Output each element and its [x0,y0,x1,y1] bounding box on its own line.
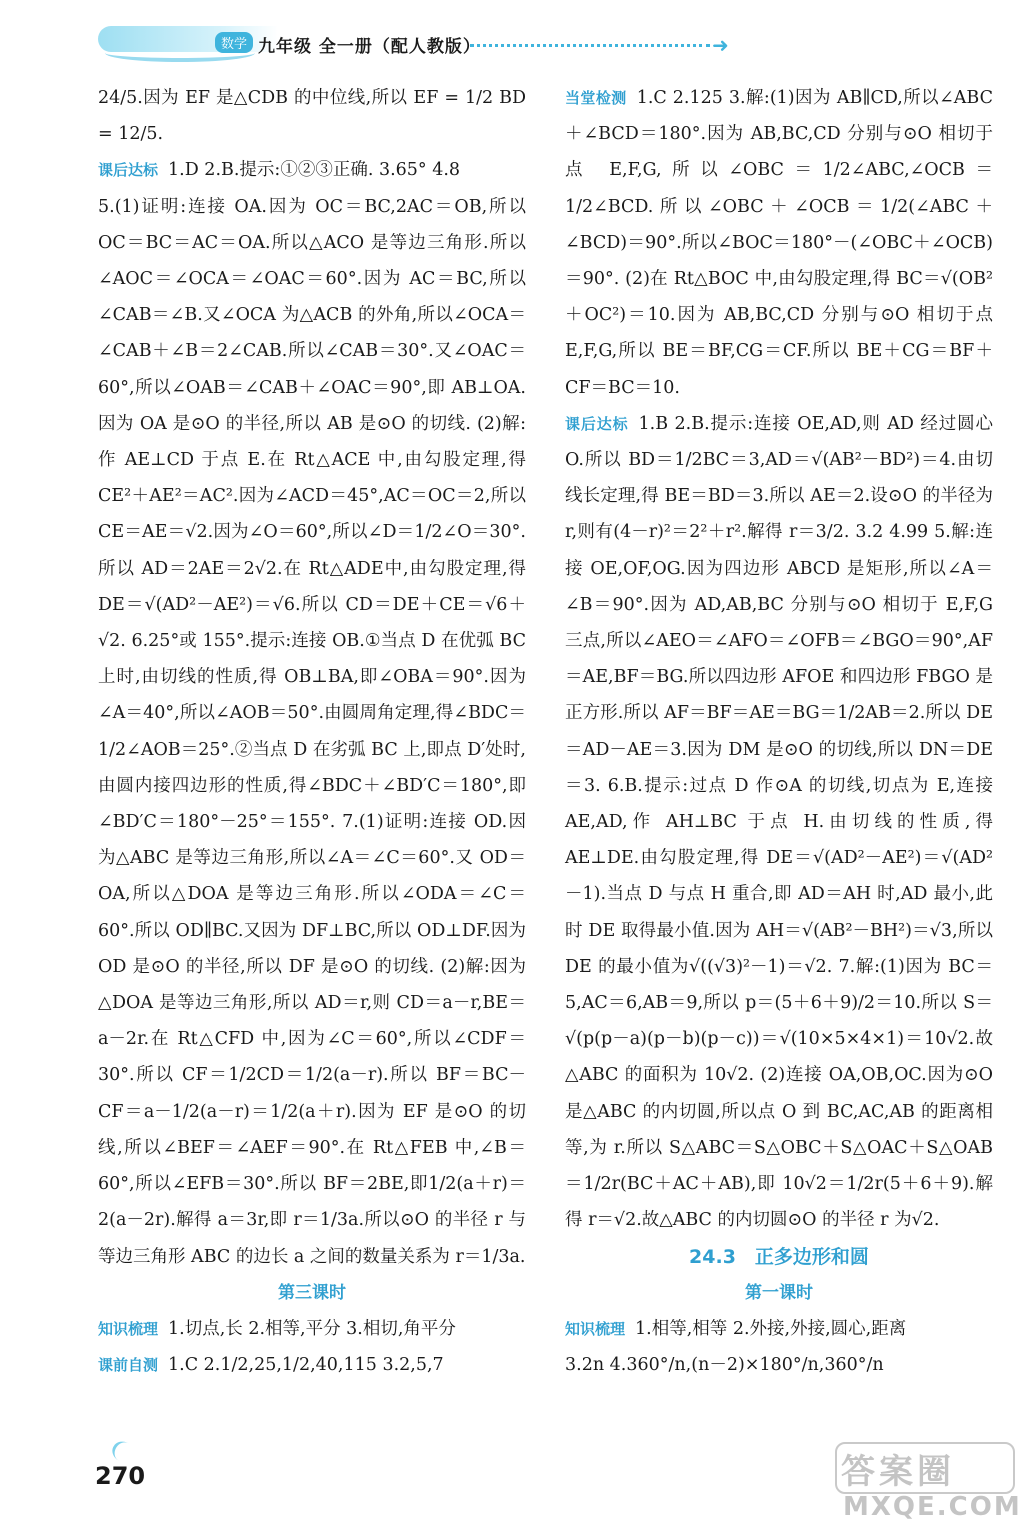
section-heading: 第一课时 [745,1282,813,1303]
watermark-url: MXQE.COM [843,1492,1022,1522]
page-footer [0,1440,1029,1536]
watermark-text: 答案圈 [841,1452,955,1492]
page-number: 270 [95,1462,146,1490]
answer-text: 1.D 2.B.提示:①②③正确. 3.65° 4.8 [168,160,461,181]
answer-text: 3.2n 4.360°/n,(n－2)×180°/n,360°/n [565,1355,884,1376]
answer-paragraph [565,80,993,406]
section-label: 课前自测 [98,1356,159,1375]
book-title: 九年级 全一册（配人教版） [258,37,481,57]
answer-text: 1.相等,相等 2.外接,外接,圆心,距离 [635,1318,907,1339]
answer-paragraph [98,80,526,152]
answer-paragraph [565,1311,993,1347]
answer-text: 1.C 2.125 3.解:(1)因为 AB∥CD,所以∠ABC＋∠BCD＝180°.因为 AB,BC,CD 分别与⊙O 相切于点 E,F,G,所以∠OBC＝1/2∠ABC,∠OCB＝1/2∠BCD.所以∠OBC＋∠OCB＝1/2(∠ABC＋∠BCD)＝90°.所以∠BOC＝180°－(∠OBC＋∠OCB)＝90°. (2)在 Rt△BOC 中,由勾股定理,得 BC＝√(OB²＋OC²)＝10.因为 AB,BC,CD 分别与⊙O 相切于点 E,F,G,所以 BE＝BF,CG＝CF.所以 BE＋CG＝BF＋CF＝BC＝10. [565,88,993,398]
right-column [565,80,993,1383]
answer-paragraph [565,406,993,1239]
answer-paragraph [565,1347,993,1383]
section-heading: 第三课时 [278,1282,346,1303]
arrow-right-icon: ➜ [712,33,729,57]
section-label: 当堂检测 [565,89,627,107]
section-label: 课后达标 [98,161,159,180]
answer-text: 1.切点,长 2.相等,平分 3.相切,角平分 [168,1318,456,1339]
section-label: 课后达标 [565,414,629,433]
answer-text: 24/5.因为 EF 是△CDB 的中位线,所以 EF = 1/2 BD = 12/5. [98,88,526,145]
section-label: 知识梳理 [565,1319,626,1338]
answer-text: 5.(1)证明:连接 OA.因为 OC＝BC,2AC＝OB,所以 OC＝BC＝AC＝OA.所以△ACO 是等边三角形.所以∠AOC＝∠OCA＝∠OAC＝60°.因为 AC＝BC,所以∠CAB＝∠B.又∠OCA 为△ACB 的外角,所以∠OCA＝∠CAB＋∠B＝2∠CAB.所以∠CAB＝30°.又∠OAC＝60°,所以∠OAB＝∠CAB＋∠OAC＝90°,即 AB⊥OA.因为 OA 是⊙O 的半径,所以 AB 是⊙O 的切线. (2)解:作 AE⊥CD 于点 E.在 Rt△ACE 中,由勾股定理,得 CE²＋AE²＝AC².因为∠ACD＝45°,AC＝OC＝2,所以 CE＝AE＝√2.因为∠O＝60°,所以∠D＝1/2∠O＝30°.所以 AD＝2AE＝2√2.在 Rt△ADE中,由勾股定理,得 DE＝√(AD²－AE²)＝√6.所以 CD＝DE＋CE＝√6＋√2. 6.25°或 155°.提示:连接 OB.①当点 D 在优弧 BC 上时,由切线的性质,得 OB⊥BA,即∠OBA＝90°.因为∠A＝40°,所以∠AOB＝50°.由圆周角定理,得∠BDC＝1/2∠AOB＝25°.②当点 D 在劣弧 BC 上,即点 D′处时,由圆内接四边形的性质,得∠BDC＋∠BD′C＝180°,即∠BD′C＝180°－25°＝155°. 7.(1)证明:连接 OD.因为△ABC 是等边三角形,所以∠A＝∠C＝60°.又 OD＝OA,所以△DOA 是等边三角形.所以∠ODA＝∠C＝60°.所以 OD∥BC.又因为 DF⊥BC,所以 OD⊥DF.因为 OD 是⊙O 的半径,所以 DF 是⊙O 的切线. (2)解:因为△DOA 是等边三角形,所以 AD＝r,则 CD＝a－r,BE＝a－2r.在 Rt△CFD 中,因为∠C＝60°,所以∠CDF＝30°.所以 CF＝1/2CD＝1/2(a－r).所以 BF＝BC－CF＝a－1/2(a－r)＝1/2(a＋r).因为 EF 是⊙O 的切线,所以∠BEF＝∠AEF＝90°.在 Rt△FEB 中,∠B＝60°,所以∠EFB＝30°.所以 BF＝2BE,即1/2(a＋r)＝2(a－2r).解得 a＝3r,即 r＝1/3a.所以⊙O 的半径 r 与等边三角形 ABC 的边长 a 之间的数量关系为 r＝1/3a. [98,196,526,1267]
answer-paragraph [98,1347,526,1383]
answer-text: 1.B 2.B.提示:连接 OE,AD,则 AD 经过圆心 O.所以 BD＝1/2BC＝3,AD＝√(AB²－BD²)＝4.由切线长定理,得 BE＝BD＝3.所以 AE＝2.设⊙O 的半径为 r,则有(4－r)²＝2²＋r².解得 r＝3/2. 3.2 4.99 5.解:连接 OE,OF,OG.因为四边形 ABCD 是矩形,所以∠A＝∠B＝90°.因为 AD,AB,BC 分别与⊙O 相切于 E,F,G 三点,所以∠AEO＝∠AFO＝∠OFB＝∠BGO＝90°,AF＝AE,BF＝BG.所以四边形 AFOE 和四边形 FBGO 是正方形.所以 AF＝BF＝AE＝BG＝1/2AB＝2.所以 DE＝AD－AE＝3.因为 DM 是⊙O 的切线,所以 DN＝DE＝3. 6.B.提示:过点 D 作⊙A 的切线,切点为 E,连接 AE,AD,作 AH⊥BC 于点 H.由切线的性质,得 AE⊥DE.由勾股定理,得 DE＝√(AD²－AE²)＝√(AD²－1).当点 D 与点 H 重合,即 AD＝AH 时,AD 最小,此时 DE 取得最小值.因为 AH＝√(AB²－BH²)＝√3,所以 DE 的最小值为√((√3)²－1)＝√2. 7.解:(1)因为 BC＝5,AC＝6,AB＝9,所以 p＝(5＋6＋9)/2＝10.所以 S＝√(p(p－a)(p－b)(p－c))＝√(10×5×4×1)＝10√2.故△ABC 的面积为 10√2. (2)连接 OA,OB,OC.因为⊙O 是△ABC 的内切圆,所以点 O 到 BC,AC,AB 的距离相等,为 r.所以 S△ABC＝S△OBC＋S△OAC＋S△OAB＝1/2r(BC＋AC＋AB),即 10√2＝1/2r(5＋6＋9).解得 r＝√2.故△ABC 的内切圆⊙O 的半径 r 为√2. [565,413,993,1231]
left-column [98,80,526,1383]
page-header [0,0,1029,72]
section-label: 知识梳理 [98,1319,159,1338]
header-dotted-line [470,44,710,47]
answer-text: 1.C 2.1/2,25,1/2,40,115 3.2,5,7 [168,1355,444,1376]
answer-paragraph [98,152,526,188]
answer-paragraph [98,189,526,1275]
watermark-logo [835,1442,1022,1524]
answer-paragraph [98,1311,526,1347]
section-heading: 24.3 正多边形和圆 [689,1245,869,1268]
subject-badge: 数学 [215,32,253,53]
